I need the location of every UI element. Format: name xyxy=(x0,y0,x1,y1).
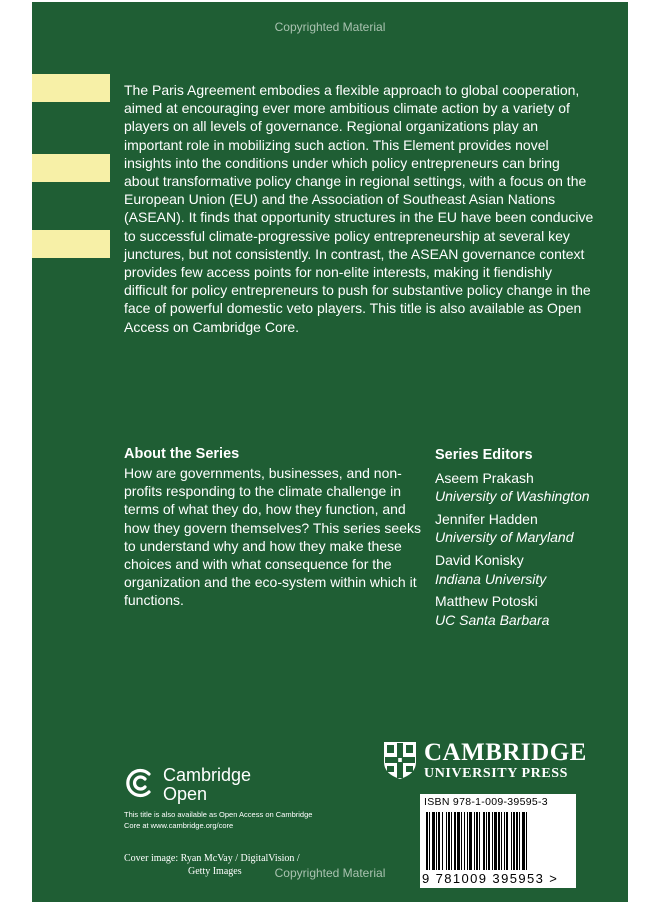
cambridge-open-logo-icon xyxy=(122,765,158,801)
decorative-stripe xyxy=(32,154,110,182)
cambridge-open-line1: Cambridge xyxy=(163,765,252,785)
series-editors-heading: Series Editors xyxy=(435,447,533,463)
decorative-stripe xyxy=(32,74,110,102)
decorative-stripe xyxy=(32,230,110,258)
barcode-icon xyxy=(424,812,572,870)
watermark-bottom: Copyrighted Material xyxy=(274,866,386,880)
cover-credit-line1: Cover image: Ryan McVay / DigitalVision / xyxy=(124,853,300,864)
editor-institution: UC Santa Barbara xyxy=(435,611,550,628)
back-cover xyxy=(32,2,628,902)
publisher-name: CAMBRIDGE xyxy=(424,739,587,766)
book-blurb: The Paris Agreement embodies a flexible approach to global cooperation, aimed at encouraging ever more ambitious climate action by a variety of players on all levels of governance. Regional organizations play an important role in mobilizing such action. This Element provides novel insights into the conditions under which policy entrepreneurs can bring about transformative policy change in regional settings, with a focus on the European Union (EU) and the Association of Southeast Asian Nations (ASEAN). It finds that opportunity structures in the EU have been conducive to successful climate-progressive policy entrepreneurship at several key junctures, but not consistently. In contrast, the ASEAN governance context provides few access points for non-elite interests, making it fiendishly difficult for policy entrepreneurs to push for substantive policy change in the face of powerful domestic veto players. This title is also available as Open Access on Cambridge Core. xyxy=(124,82,594,335)
editor-name: Matthew Potoski xyxy=(435,593,538,610)
open-access-note: This title is also available as Open Access on Cambridge Core at www.cambridge.org/core xyxy=(124,810,313,830)
editor-institution: University of Maryland xyxy=(435,529,574,546)
isbn-label: ISBN 978-1-009-39595-3 xyxy=(424,796,548,808)
editor-name: David Konisky xyxy=(435,551,524,568)
cambridge-open-wordmark xyxy=(163,766,251,804)
editor-institution: University of Washington xyxy=(435,488,590,505)
publisher-press: UNIVERSITY PRESS xyxy=(424,766,569,781)
editor-institution: Indiana University xyxy=(435,570,547,587)
editor-name: Aseem Prakash xyxy=(435,469,534,486)
about-series-text: How are governments, businesses, and non-profits responding to the climate challenge in terms of what they do, how they function, and how they govern themselves? This series seeks to understand why and how they make these choices and with what consequence for the organization and the eco-system within which it functions. xyxy=(124,465,421,609)
cambridge-crest-icon xyxy=(382,740,418,780)
watermark-top: Copyrighted Material xyxy=(274,20,386,34)
editor-name: Jennifer Hadden xyxy=(435,510,538,527)
cover-credit-line2: Getty Images xyxy=(188,866,242,877)
cambridge-open-line2: Open xyxy=(163,784,208,804)
about-series-heading: About the Series xyxy=(124,446,240,462)
series-editors xyxy=(435,446,625,629)
barcode-digits: 9 781009 395953 > xyxy=(422,871,559,886)
